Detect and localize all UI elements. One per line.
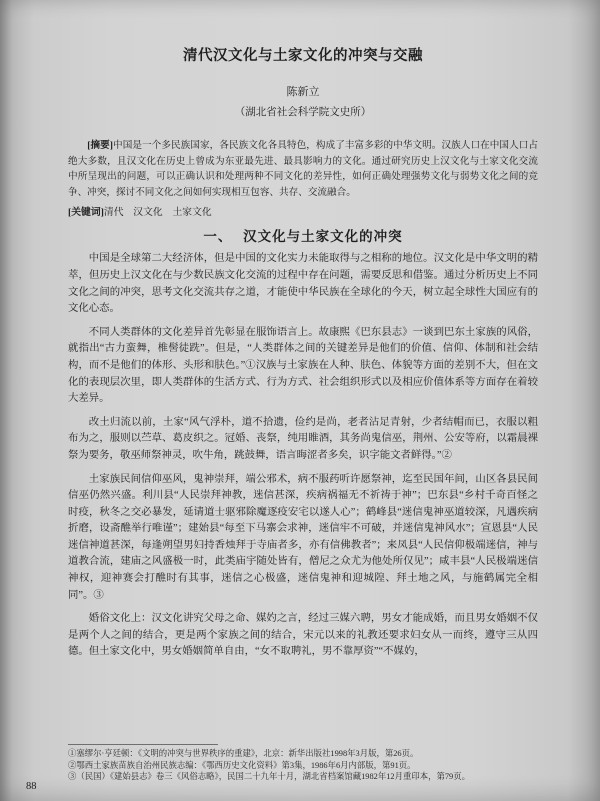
page-number: 88 xyxy=(26,781,37,792)
keywords-label: [关键词] xyxy=(68,207,104,219)
section-number: 一、 xyxy=(203,229,233,245)
section-title: 汉文化与土家文化的冲突 xyxy=(243,229,403,245)
footnote: ③（民国）《建始县志》卷三《风俗志略》，民国二十九年十月，湖北省档案馆藏1982年12月重印本，第79页。 xyxy=(68,772,470,782)
section-heading xyxy=(68,225,538,245)
body-paragraph: 不同人类群体的文化差异首先彰显在服饰语言上。故康熙《巴东县志》一谈到巴东土家族的风俗，就指出“古力蛮舞，椎髻徒跣”。但是，“人类群体之间的关键差异是他们的价值、信仰、体制和社会结构，而不是他们的体形、头形和肤色。”①汉族与土家族在人种、肤色、体貌等方面的差别不大，但在文化的表现层次里，即人类群体的生活方式、行为方式、社会组织形式以及相应价值体系等方面存在着较大差异。 xyxy=(68,326,538,405)
author-affiliation: （湖北省社会科学院文史所） xyxy=(234,107,372,118)
body-paragraph: 改土归流以前，土家“风气浮朴，道不拾遗，俭约是尚，老者沾足青射，少者结帽而已，衣服以粗布为之，服则以苎草、葛皮织之。冠婚、丧祭，纯用睢酒，其务尚鬼信巫，荆州、公安等府，以霜晨裸祭为要务，敬巫师祭神灵，吹牛角，跳鼓舞，语言晦涩者多矣，识字能文者鲜得。”② xyxy=(68,416,538,461)
author-name: 陈新立 xyxy=(286,86,320,98)
body-paragraph: 土家族民间信仰巫风，鬼神崇拜，端公邪术，病不服药听许愿祭神，迄至民国年间，山区各县民间信巫仍然兴盛。利川县“人民崇拜神教，迷信甚深，疾病祸福无不祈祷于神”；巴东县“乡村千奇百怪之时疫，秋冬之交必暴发，延请道士驱邪除魔逐疫安宅以遂人心”；鹤峰县“迷信鬼神巫道较深，凡遇疾病折磨，设斋醮举行唯谨”；建始县“每至下马寨会求神，迷信牢不可破，并迷信鬼神风水”；宣恩县“人民迷信神道甚深，每逢朔望男妇持香烛拜于寺庙者多，亦有信佛教者”；来凤县“人民信仰极端迷信，神与道教合流，建庙之风盛极一时，此类庙宇随处皆有，僧尼之众尤为他处所仅见”；咸丰县“人民极端迷信神权，迎神赛会打醮时有其事，迷信之心极盛，迷信鬼神和迎城隍、拜土地之风，与施鹤属完全相同”。③ xyxy=(68,473,538,601)
page-content xyxy=(68,44,538,668)
body-paragraph: 婚俗文化上：汉文化讲究父母之命、媒妁之言，经过三媒六聘，男女才能成婚，而且男女婚姻不仅是两个人之间的结合，更是两个家族之间的结合，宋元以来的礼教还要求妇女从一而终，遵守三从四德。但土家文化中，男女婚姻简单自由，“女不取聘礼，男不靠厚资”“不媒妁， xyxy=(68,613,538,658)
keywords xyxy=(68,204,538,218)
footnote: ②鄂西土家族苗族自治州民族志编：《鄂西历史文化资料》第3集，1986年6月内部版，第91页。 xyxy=(68,760,416,770)
paper-title: 清代汉文化与土家文化的冲突与交融 xyxy=(183,48,423,64)
footnotes xyxy=(68,744,538,783)
body-paragraph: 中国是全球第二大经济体，但是中国的文化实力未能取得与之相称的地位。汉文化是中华文明的精萃，但历史上汉文化在与少数民族文化交流的过程中存在问题，需要反思和借鉴。通过分析历史上不同文化之间的冲突，思考文化交流共存之道，才能使中华民族在全球化的今天，树立起全球性大国应有的文化心态。 xyxy=(68,253,538,315)
abstract-text: 中国是一个多民族国家，各民族文化各具特色，构成了丰富多彩的中华文明。汉族人口在中国人口占绝大多数，且汉文化在历史上曾成为东亚最先进、最具影响力的文化。通过研究历史上汉文化与土家文化交流中所呈现出的问题，可以正确认识和处理两种不同文化的差异性，如何正确处理强势文化与弱势文化之间的竞争、冲突，探讨不同文化之间如何实现相互包容、共存、交流融合。 xyxy=(68,140,539,198)
footnote-separator xyxy=(68,744,218,745)
keywords-text: 清代 汉文化 土家文化 xyxy=(103,207,212,219)
abstract-label: [摘要] xyxy=(87,140,113,151)
abstract xyxy=(68,138,538,200)
footnote: ①塞缪尔·亨廷顿：《文明的冲突与世界秩序的重建》，北京：新华出版社1998年3月版，第26页。 xyxy=(68,749,419,758)
